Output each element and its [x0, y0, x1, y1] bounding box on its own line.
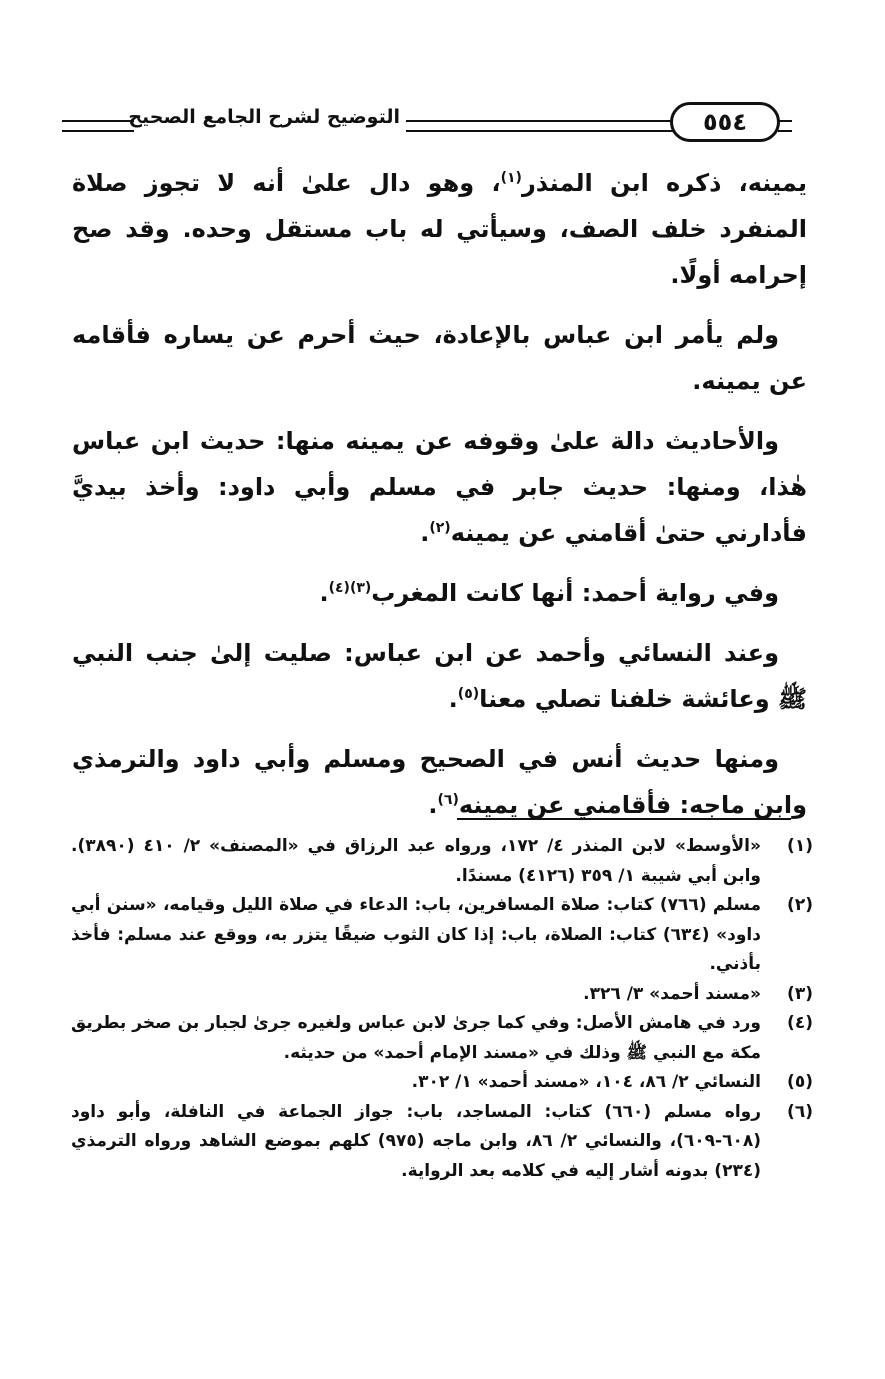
paragraph-5 — [72, 630, 807, 722]
footnote-text: «الأوسط» لابن المنذر ٤/ ١٧٢، ورواه عبد الرزاق في «المصنف» ٢/ ٤١٠ (٣٨٩٠). وابن أبي شيبة ١/ ٣٥٩ (٤١٢٦) مسندًا. — [71, 836, 761, 886]
paragraph-4 — [72, 570, 807, 616]
footnote-ref-4[interactable]: (٤) — [328, 580, 350, 596]
footnote-ref-5[interactable]: (٥) — [457, 686, 480, 702]
paragraph-6-text-b: . — [428, 791, 438, 819]
footnote-number: (١) — [787, 836, 813, 856]
paragraph-1-text-b: ، وهو دال علىٰ أنه لا تجوز صلاة المنفرد خلف الصف، وسيأتي له باب مستقل وحده. وقد صح إحرامه أولًا. — [72, 169, 807, 289]
footnote-5 — [71, 1068, 813, 1098]
footnote-number: (٣) — [787, 983, 813, 1004]
paragraph-4-text-a: وفي رواية أحمد: أنها كانت المغرب — [371, 579, 779, 607]
main-text — [72, 160, 807, 842]
paragraph-1-text-a: يمينه، ذكره ابن المنذر — [521, 169, 807, 197]
footnote-text: مسلم (٧٦٦) كتاب: صلاة المسافرين، باب: الدعاء في صلاة الليل وقيامه، «سنن أبي داود» (٦٣٤) كتاب: الصلاة، باب: إذا كان الثوب ضيقًا يتزر به، ووقع عند مسلم: فأخذ بأذني. — [71, 895, 761, 974]
paragraph-6 — [72, 736, 807, 828]
footnote-text: ورد في هامش الأصل: وفي كما جرىٰ لابن عباس ولغيره جرىٰ لجبار بن صخر بطريق مكة مع النبي ﷺ وذلك في «مسند الإمام أحمد» من حديثه. — [71, 1013, 761, 1063]
footnote-number: (٦) — [787, 1101, 813, 1122]
paragraph-2: ولم يأمر ابن عباس بالإعادة، حيث أحرم عن يساره فأقامه عن يمينه. — [72, 321, 807, 395]
paragraph-3-text-a: والأحاديث دالة علىٰ وقوفه عن يمينه منها: حديث ابن عباس هٰذا، ومنها: حديث جابر في مسلم وأبي داود: وأخذ بيديَّ فأدارني حتىٰ أقامني عن يمينه — [72, 427, 807, 547]
paragraph-6-text-a: ومنها حديث أنس في الصحيح ومسلم وأبي داود والترمذي وابن ماجه: فأقامني عن يمينه — [72, 745, 807, 819]
paragraph-4-text-b: . — [319, 579, 329, 607]
footnote-text: رواه مسلم (٦٦٠) كتاب: المساجد، باب: جواز الجماعة في النافلة، وأبو داود (٦٠٨-٦٠٩)، والنسائي ٢/ ٨٦، وابن ماجه (٩٧٥) كلهم بموضع الشاهد ورواه الترمذي (٢٣٤) بدونه أشار إليه في كلامه بعد الرواية. — [71, 1101, 762, 1181]
paragraph-5-text-a: وعند النسائي وأحمد عن ابن عباس: صليت إلىٰ جنب النبي ﷺ وعائشة خلفنا تصلي معنا — [72, 639, 807, 713]
page-header — [62, 98, 792, 148]
footnotes — [71, 832, 813, 1186]
header-rule-middle — [406, 120, 678, 132]
footnote-ref-1[interactable]: (١) — [500, 170, 522, 186]
page-number: ٥٥٤ — [670, 102, 780, 142]
footnote-text: النسائي ٢/ ٨٦، ١٠٤، «مسند أحمد» ١/ ٣٠٢. — [411, 1072, 761, 1092]
footnote-number: (٥) — [787, 1072, 813, 1092]
paragraph-5-text-b: . — [448, 685, 458, 713]
footnote-text: «مسند أحمد» ٣/ ٣٢٦. — [583, 983, 761, 1004]
footnote-ref-2[interactable]: (٢) — [429, 520, 451, 536]
header-rule-left — [62, 120, 134, 132]
footnote-number: (٤) — [787, 1013, 813, 1033]
footnote-6 — [71, 1098, 813, 1187]
footnote-ref-3[interactable]: (٣) — [349, 580, 372, 596]
footnote-1 — [71, 832, 813, 891]
footnote-2 — [71, 891, 813, 980]
footnote-number: (٢) — [787, 895, 813, 915]
footnote-3 — [71, 980, 813, 1010]
footnote-ref-6[interactable]: (٦) — [437, 792, 459, 808]
paragraph-3-text-b: . — [420, 519, 430, 547]
footnote-separator — [457, 818, 791, 820]
paragraph-1 — [72, 160, 807, 298]
paragraph-3 — [72, 418, 807, 556]
footnote-4 — [71, 1009, 813, 1068]
header-rule-right — [778, 120, 792, 132]
book-title: التوضيح لشرح الجامع الصحيح — [128, 106, 400, 128]
